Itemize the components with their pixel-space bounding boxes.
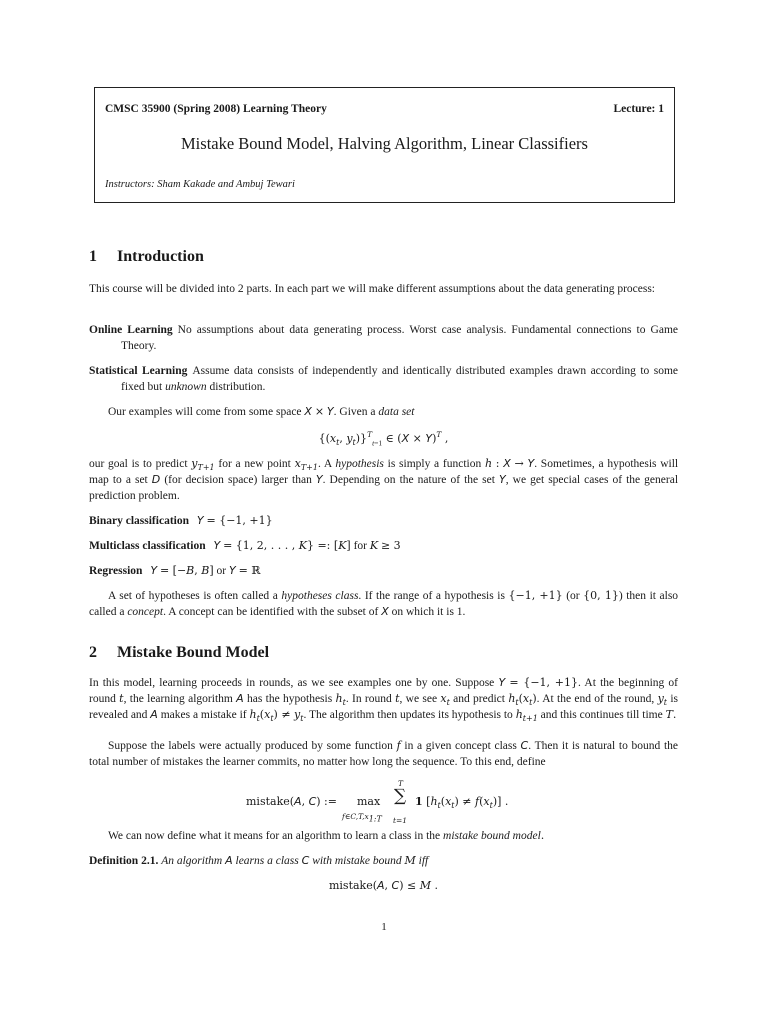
emphasis-hypothesis: hypothesis — [335, 458, 384, 470]
section-number: 1 — [89, 248, 97, 265]
emphasis-hypotheses-class: hypotheses class — [281, 590, 359, 602]
hyp-text: A set of hypotheses is often called a — [108, 590, 278, 602]
bound-text-3: . Then it is natural to bound the total number of mistakes the learner commits, no matter how long the sequence. To this end, define — [89, 740, 679, 768]
statistical-learning-term: Statistical Learning — [89, 365, 188, 377]
binary-classification-item: Binary classification Y = {−1, +1} — [89, 514, 273, 527]
hypothesis-class-paragraph: A set of hypotheses is often called a hypotheses class. If the range of a hypothesis is {−1, +1} (or {0, 1}) then it also called a concept. A concept can be identified with the subset of X on which it is 1. — [89, 589, 679, 618]
rounds-text-10: makes a mistake if — [160, 709, 247, 721]
rounds-text-6: , we see — [399, 693, 438, 705]
regression-term: Regression — [89, 565, 143, 577]
hyp-text-6: on which it is 1. — [391, 606, 466, 618]
definition-label: Definition 2.1. — [89, 855, 159, 867]
page-number: 1 — [381, 921, 387, 933]
mistake-equation: mistake(A, C) := max $f\in C,T,x_{1:T}$ T ∑ t=1 1 $[h_t(x_t) \ne f(x_t)]$ . — [246, 779, 509, 825]
multiclass-for: for — [353, 540, 367, 552]
hyp-text-2: . If the range of a hypothesis is — [358, 590, 505, 602]
multiclass-classification-item: Multiclass classification Y = {1, 2, . . . , K} =: [K] for K ≥ 3 — [89, 539, 401, 552]
instructors: Instructors: Sham Kakade and Ambuj Tewari — [105, 179, 295, 190]
rounds-text-12: and this continues till time — [540, 709, 663, 721]
rounds-text-5: . In round — [345, 693, 392, 705]
statistical-learning-item — [89, 363, 678, 395]
section-title: Introduction — [117, 248, 204, 265]
examples-paragraph: Our examples will come from some space X × Y. Given a data set — [108, 405, 415, 418]
emphasis-unknown: unknown — [165, 381, 207, 393]
emphasis-concept: concept — [127, 606, 164, 618]
statistical-text: Assume data consists of independently and identically distributed examples drawn according to some fixed but — [121, 365, 678, 393]
section-1-heading — [89, 249, 204, 265]
goal-text-7: . Depending on the nature of the set — [322, 474, 495, 486]
emphasis-mistake-bound-model: mistake bound model — [443, 830, 541, 842]
examples-text-2: . Given a — [333, 406, 376, 418]
dataset-equation: {($x_t$, $y_t)\}^T_{t=1}$ ∈ $(X \times Y)^T$ , — [318, 430, 449, 448]
goal-text-3: . A — [317, 458, 332, 470]
section-number: 2 — [89, 644, 97, 661]
hyp-text-4: ) then it also called a — [89, 590, 679, 618]
online-learning-text: No assumptions about data generating process. Worst case analysis. Fundamental connections to Game Theory. — [121, 324, 678, 352]
bound-text-2: in a given concept class — [404, 740, 517, 752]
def-text: An algorithm — [161, 855, 223, 867]
mbm-text: We can now define what it means for an algorithm to learn a class in the — [108, 830, 441, 842]
rounds-text-7: and predict — [453, 693, 505, 705]
goal-text-8: , we get special cases of the general prediction problem. — [89, 474, 679, 502]
goal-paragraph: our goal is to predict $y_{T+1}$ for a new point $x_{T+1}$. A hypothesis is simply a function h : X → Y. Sometimes, a hypothesis will map to a set D (for decision space) larger than Y. Depending on the nature of the set Y, we get special cases of the general prediction problem. — [89, 457, 679, 502]
course-name: CMSC 35900 (Spring 2008) Learning Theory — [105, 103, 327, 115]
goal-text-5: . Sometimes, a hypothesis will map to a set — [89, 458, 679, 486]
rounds-text: In this model, learning proceeds in rounds, as we see examples one by one. Suppose — [89, 677, 495, 689]
def-iff: iff — [418, 855, 429, 867]
goal-text-2: for a new point — [218, 458, 291, 470]
goal-text-4: is simply a function — [387, 458, 482, 470]
goal-text-6: (for decision space) larger than — [164, 474, 312, 486]
intro-paragraph: This course will be divided into 2 parts. In each part we will make different assumptions about the data generating process: — [89, 283, 656, 295]
statistical-text-end: distribution. — [209, 381, 266, 393]
rounds-text-4: has the hypothesis — [247, 693, 333, 705]
rounds-text-2: . At the beginning of round — [89, 677, 679, 705]
regression-or: or — [216, 565, 227, 577]
rounds-text-11: . The algorithm then updates its hypothesis to — [303, 709, 513, 721]
binary-classification-term: Binary classification — [89, 515, 189, 527]
online-learning-item — [89, 322, 678, 354]
hyp-text-5: . A concept can be identified with the subset of — [163, 606, 379, 618]
lecture-title: Mistake Bound Model, Halving Algorithm, Linear Classifiers — [181, 134, 588, 153]
section-2-heading — [89, 645, 269, 661]
bound-paragraph: Suppose the labels were actually produced by some function f in a given concept class C. Then it is natural to bound the total number of mistakes the learner commits, no matter how long the sequence. To this end, define — [89, 739, 679, 768]
mistake-bound-model-paragraph: We can now define what it means for an algorithm to learn a class in the mistake bound model. — [108, 829, 545, 842]
definition-equation: mistake(A, C) ≤ M . — [328, 879, 439, 892]
emphasis-data-set: data set — [378, 406, 415, 418]
def-text-2: learns a class — [235, 855, 299, 867]
rounds-paragraph: In this model, learning proceeds in rounds, as we see examples one by one. Suppose Y = {−1, +1}. At the beginning of round t, the learning algorithm A has the hypothesis $h_t$. In round t, we see $x_t$ and predict $h_t(x_t)$. At the end of the round, $y_t$ is revealed and A makes a mistake if $h_t(x_t) \ne y_t$. The algorithm then updates its hypothesis to $h_{t+1}$ and this continues till time T. — [89, 676, 679, 724]
multiclass-classification-term: Multiclass classification — [89, 540, 206, 552]
rounds-text-9: is revealed and — [89, 693, 678, 721]
section-title: Mistake Bound Model — [117, 644, 270, 661]
bound-text: Suppose the labels were actually produced by some function — [108, 740, 393, 752]
rounds-text-3: , the learning algorithm — [123, 693, 233, 705]
hyp-text-3: (or — [566, 590, 580, 602]
rounds-text-8: . At the end of the round, — [536, 693, 655, 705]
online-learning-term: Online Learning — [89, 324, 173, 336]
definition-2-1: Definition 2.1. An algorithm A learns a class C with mistake bound M iff — [89, 854, 429, 867]
goal-text: our goal is to predict — [89, 458, 188, 470]
lecture-number: Lecture: 1 — [613, 103, 664, 115]
def-text-3: with mistake bound — [312, 855, 402, 867]
lecture-header-box — [94, 87, 675, 203]
regression-item: Regression Y = [−B, B] or Y = ℝ — [89, 564, 261, 577]
examples-text: Our examples will come from some space — [108, 406, 302, 418]
